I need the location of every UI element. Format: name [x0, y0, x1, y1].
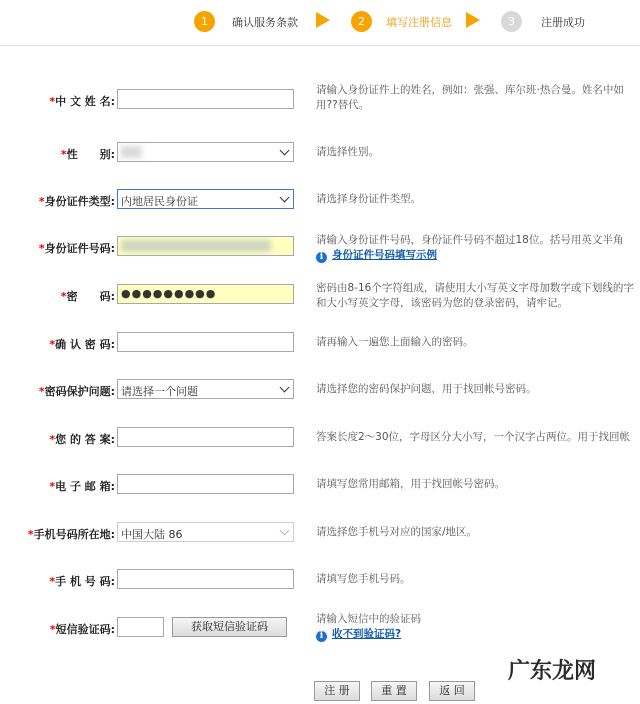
step-arrow-icon [466, 12, 480, 28]
security-question-value: 请选择一个问题 [121, 385, 198, 398]
confirm-password-label: *确 认 密 码: [49, 338, 115, 351]
step-2-circle: 2 [351, 11, 372, 32]
step-3-label: 注册成功 [541, 16, 585, 29]
id-number-value-blurred [121, 240, 271, 252]
info-icon: i [316, 631, 327, 642]
security-question-select[interactable] [117, 379, 294, 399]
email-label: *电 子 邮 箱: [49, 480, 115, 493]
security-question-hint: 请选择您的密码保护问题，用于找回帐号密码。 [316, 383, 537, 395]
gender-hint: 请选择性别。 [316, 146, 379, 158]
gender-select[interactable] [117, 142, 294, 162]
answer-hint: 答案长度2～30位，字母区分大小写，一个汉字占两位。用于找回帐 [316, 431, 631, 443]
sms-code-label: *短信验证码: [49, 623, 115, 636]
sms-code-hint: 请输入短信中的验证码 [316, 613, 421, 625]
answer-input[interactable] [117, 427, 294, 447]
step-1-label: 确认服务条款 [232, 16, 298, 29]
confirm-password-hint: 请再输入一遍您上面输入的密码。 [316, 336, 474, 348]
step-1-circle: 1 [194, 11, 215, 32]
id-number-example-link[interactable]: 身份证件号码填写示例 [332, 249, 437, 261]
watermark-logo: 广东龙网 [508, 658, 597, 684]
id-number-help [316, 248, 640, 263]
password-value: ●●●●●●●●● [121, 287, 217, 300]
chevron-down-icon [280, 146, 290, 156]
phone-country-value: 中国大陆 86 [121, 528, 183, 541]
gender-label: *性 别: [60, 148, 115, 161]
id-type-select[interactable] [117, 189, 294, 209]
chevron-down-icon [280, 383, 290, 393]
reset-button[interactable]: 重 置 [371, 681, 417, 701]
sms-code-help [316, 627, 640, 642]
id-type-value: 内地居民身份证 [121, 195, 198, 208]
phone-country-hint: 请选择您手机号对应的国家/地区。 [316, 526, 478, 538]
answer-label: *您 的 答 案: [49, 433, 115, 446]
phone-country-label: *手机号码所在地: [27, 528, 115, 541]
step-3-circle: 3 [501, 11, 522, 32]
email-hint: 请填写您常用邮箱，用于找回帐号密码。 [316, 478, 505, 490]
chevron-down-icon [280, 526, 290, 536]
confirm-password-input[interactable] [117, 332, 294, 352]
email-input[interactable] [117, 474, 294, 494]
sms-not-received-link[interactable]: 收不到验证码? [332, 628, 402, 640]
phone-hint: 请填写您手机号码。 [316, 573, 411, 585]
name-hint: 请输入身份证件上的姓名，例如：张强、库尔班·热合曼。姓名中如用??替代。 [316, 84, 624, 111]
id-number-hint: 请输入身份证件号码，身份证件号码不超过18位。括号用英文半角 [316, 234, 624, 246]
id-type-hint: 请选择身份证件类型。 [316, 193, 421, 205]
step-2-label: 填写注册信息 [386, 16, 452, 29]
step-arrow-icon [316, 12, 330, 28]
register-button[interactable]: 注 册 [314, 681, 360, 701]
id-type-label: *身份证件类型: [38, 195, 115, 208]
chevron-down-icon [280, 193, 290, 203]
get-sms-code-button[interactable]: 获取短信验证码 [172, 617, 287, 637]
password-input[interactable] [117, 284, 294, 304]
step-progress-bar [0, 0, 640, 46]
sms-code-input[interactable] [117, 617, 164, 637]
password-label: *密 码: [60, 290, 115, 303]
password-hint: 密码由8-16个字符组成，请使用大小写英文字母加数字或下划线的字和大小写英文字母，该密码为您的登录密码，请牢记。 [316, 282, 634, 309]
phone-label: *手 机 号 码: [49, 575, 115, 588]
info-icon: i [316, 252, 327, 263]
phone-input[interactable] [117, 569, 294, 589]
name-label: *中 文 姓 名: [49, 95, 115, 108]
back-button[interactable]: 返 回 [429, 681, 475, 701]
id-number-input[interactable] [117, 236, 294, 256]
id-number-label: *身份证件号码: [38, 242, 115, 255]
phone-country-select[interactable] [117, 522, 294, 542]
gender-value-blurred [121, 146, 141, 158]
security-question-label: *密码保护问题: [38, 385, 115, 398]
name-input[interactable] [117, 89, 294, 109]
